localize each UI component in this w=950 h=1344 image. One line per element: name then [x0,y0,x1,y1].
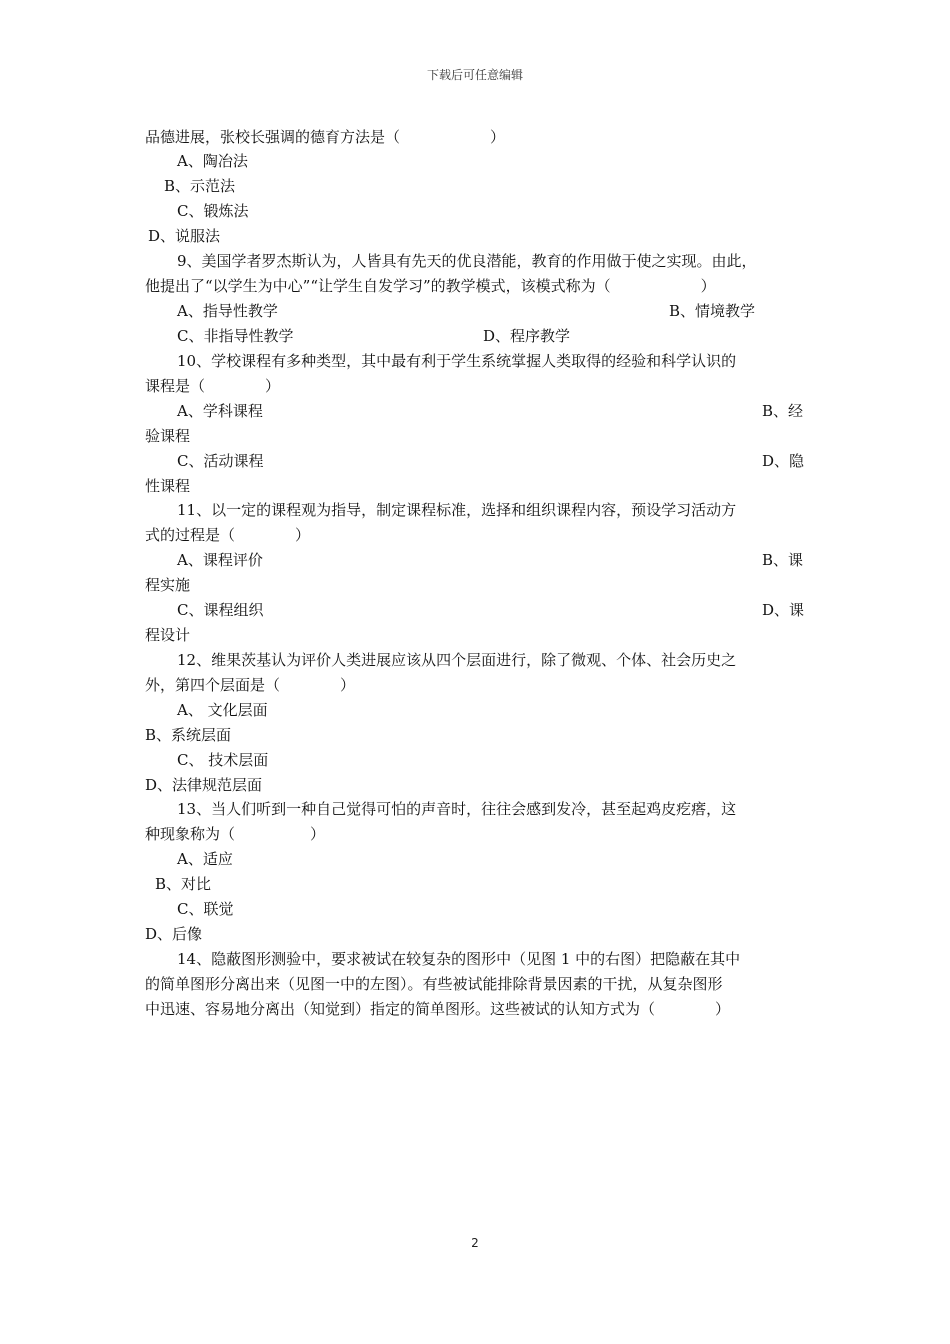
q11-stem-line1: 11、以一定的课程观为指导，制定课程标准，选择和组织课程内容，预设学习活动方 [177,501,737,519]
q13-option-b: B、对比 [155,875,212,893]
q11-option-a: A、课程评价 [177,551,263,569]
q14-stem-line3: 中迅速、容易地分离出（知觉到）指定的简单图形。这些被试的认知方式为（ ） [145,1000,731,1018]
q9-option-a: A、指导性教学 [177,302,278,320]
q12-option-a: A、 文化层面 [177,701,268,719]
page-header: 下载后可任意编辑 [426,68,523,82]
q12-option-d: D、法律规范层面 [145,776,263,794]
q13-option-a: A、适应 [177,850,233,868]
q10-option-b-wrap: 验课程 [145,427,191,445]
q10-option-d: D、隐 [762,452,805,470]
q10-option-d-wrap: 性课程 [145,477,191,495]
q13-stem-line1: 13、当人们听到一种自己觉得可怕的声音时，往往会感到发冷，甚至起鸡皮疙瘩，这 [177,800,737,818]
q13-option-c: C、联觉 [177,900,234,918]
q12-stem-line2: 外，第四个层面是（ ） [145,676,356,694]
q8-option-b: B、示范法 [164,177,236,195]
q13-option-d: D、后像 [145,925,203,943]
q13-stem-line2: 种现象称为（ ） [145,825,326,843]
page-number: 2 [471,1236,479,1250]
q11-option-d-wrap: 程设计 [145,626,191,644]
q9-stem-line2: 他提出了“以学生为中心”“让学生自发学习”的教学模式，该模式称为（ ） [145,277,716,295]
q9-option-b: B、情境教学 [669,302,756,320]
q9-option-d: D、程序教学 [483,327,571,345]
q9-stem-line1: 9、美国学者罗杰斯认为，人皆具有先天的优良潜能，教育的作用做于使之实现。由此， [177,252,757,270]
q10-option-c: C、活动课程 [177,452,264,470]
q11-option-d: D、课 [762,601,805,619]
q8-option-d: D、说服法 [148,227,221,245]
q14-stem-line2: 的简单图形分离出来（见图一中的左图）。有些被试能排除背景因素的干扰，从复杂图形 [145,975,723,993]
q10-stem-line1: 10、学校课程有多种类型，其中最有利于学生系统掌握人类取得的经验和科学认识的 [177,352,737,370]
q14-stem-line1: 14、隐蔽图形测验中，要求被试在较复杂的图形中（见图 1 中的右图）把隐蔽在其中 [177,950,741,968]
q8-stem: 品德进展，张校长强调的德育方法是（ ） [145,128,506,146]
q9-option-c: C、非指导性教学 [177,327,294,345]
q8-option-c: C、锻炼法 [177,202,249,220]
q12-option-b: B、系统层面 [145,726,232,744]
q10-option-b: B、经 [762,402,804,420]
q10-option-a: A、学科课程 [177,402,263,420]
q11-option-c: C、课程组织 [177,601,264,619]
q11-stem-line2: 式的过程是（ ） [145,526,311,544]
q8-option-a: A、陶冶法 [177,152,248,170]
q11-option-b-wrap: 程实施 [145,576,191,594]
q11-option-b: B、课 [762,551,804,569]
q12-option-c: C、 技术层面 [177,751,269,769]
q12-stem-line1: 12、维果茨基认为评价人类进展应该从四个层面进行，除了微观、个体、社会历史之 [177,651,737,669]
q10-stem-line2: 课程是（ ） [145,377,281,395]
